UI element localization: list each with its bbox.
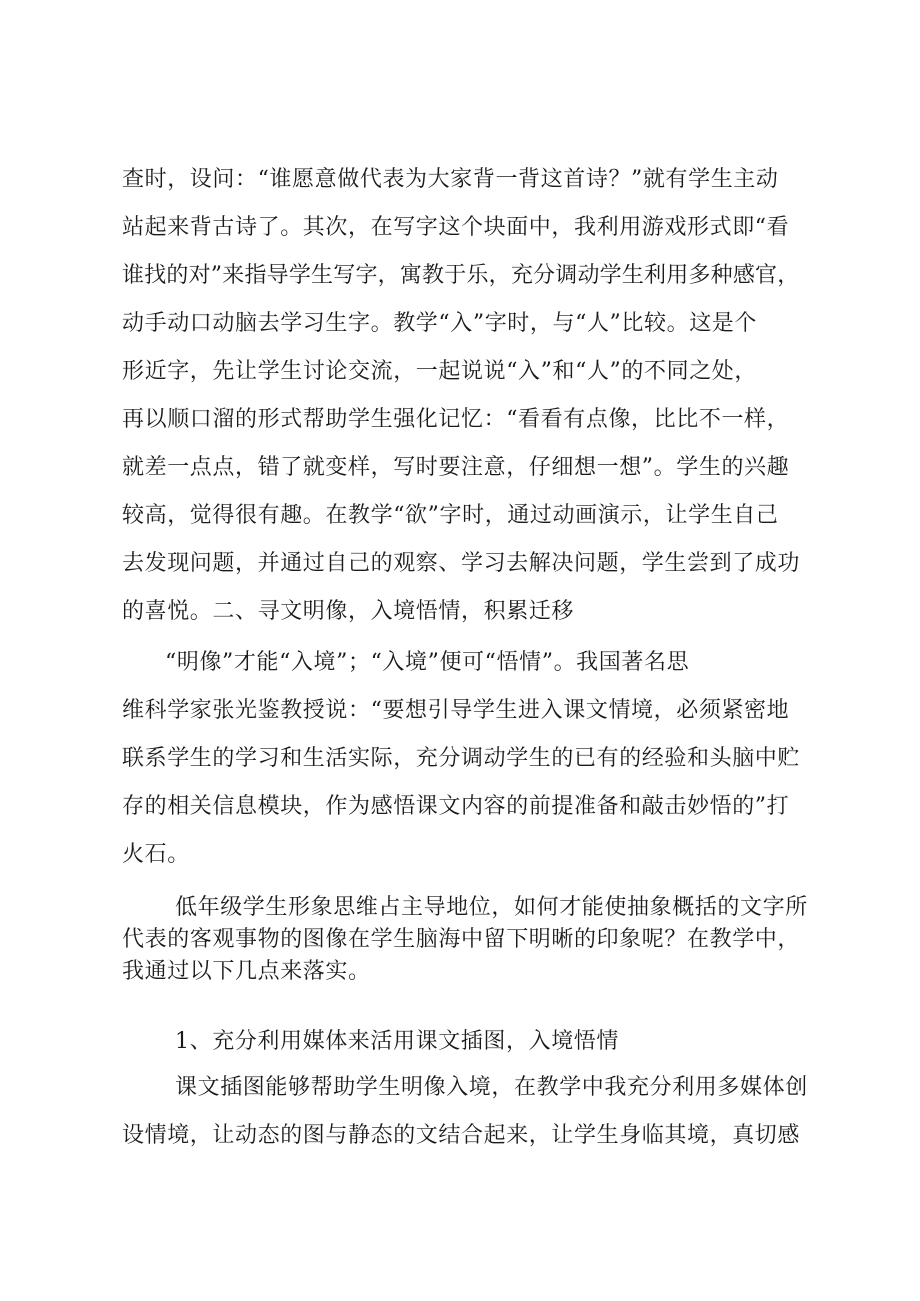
text-line: 查时，设问：“谁愿意做代表为大家背一背这首诗？”就有学生主动 bbox=[122, 167, 779, 192]
text-line: 就差一点点，错了就变样，写时要注意，仔细想一想”。学生的兴趣 bbox=[122, 455, 790, 480]
text-line: 较高，觉得很有趣。在教学“欲”字时，通过动画演示，让学生自己 bbox=[122, 503, 779, 528]
text-line: 维科学家张光鉴教授说：“要想引导学生进入课文情境，必须紧密地 bbox=[122, 698, 790, 723]
text-line: 课文插图能够帮助学生明像入境，在教学中我充分利用多媒体创 bbox=[175, 1075, 808, 1100]
text-line: 联系学生的学习和生活实际，充分调动学生的已有的经验和头脑中贮 bbox=[122, 746, 801, 771]
subsection-heading: 1、充分利用媒体来活用课文插图，入境悟情 bbox=[175, 1029, 619, 1054]
text-line: 火石。 bbox=[122, 842, 190, 867]
text-line: “明像”才能“入境”；“入境”便可“悟情”。我国著名思 bbox=[165, 650, 690, 675]
text-line: 站起来背古诗了。其次，在写字这个块面中，我利用游戏形式即“看 bbox=[122, 215, 790, 240]
text-line: 再以顺口溜的形式帮助学生强化记忆：“看看有点像，比比不一样， bbox=[122, 407, 790, 432]
text-line: 代表的客观事物的图像在学生脑海中留下明晰的印象呢？在教学中， bbox=[122, 927, 801, 952]
text-line: 我通过以下几点来落实。 bbox=[122, 959, 371, 984]
text-line: 存的相关信息模块，作为感悟课文内容的前提准备和敲击妙悟的”打 bbox=[122, 794, 790, 819]
text-line: 动手动口动脑去学习生字。教学“入”字时，与“人”比较。这是个 bbox=[122, 311, 757, 336]
text-line: 形近字，先让学生讨论交流，一起说说“入”和“人”的不同之处， bbox=[122, 359, 757, 384]
text-line: 谁找的对”来指导学生写字，寓教于乐，充分调动学生利用多种感官， bbox=[122, 263, 800, 288]
text-line: 设情境，让动态的图与静态的文结合起来，让学生身临其境，真切感 bbox=[122, 1123, 801, 1148]
text-line: 去发现问题，并通过自己的观察、学习去解决问题，学生尝到了成功 bbox=[122, 551, 801, 576]
text-line: 低年级学生形象思维占主导地位，如何才能使抽象概括的文字所 bbox=[175, 895, 808, 920]
section-heading: 的喜悦。二、寻文明像，入境悟情，积累迁移 bbox=[122, 599, 575, 624]
